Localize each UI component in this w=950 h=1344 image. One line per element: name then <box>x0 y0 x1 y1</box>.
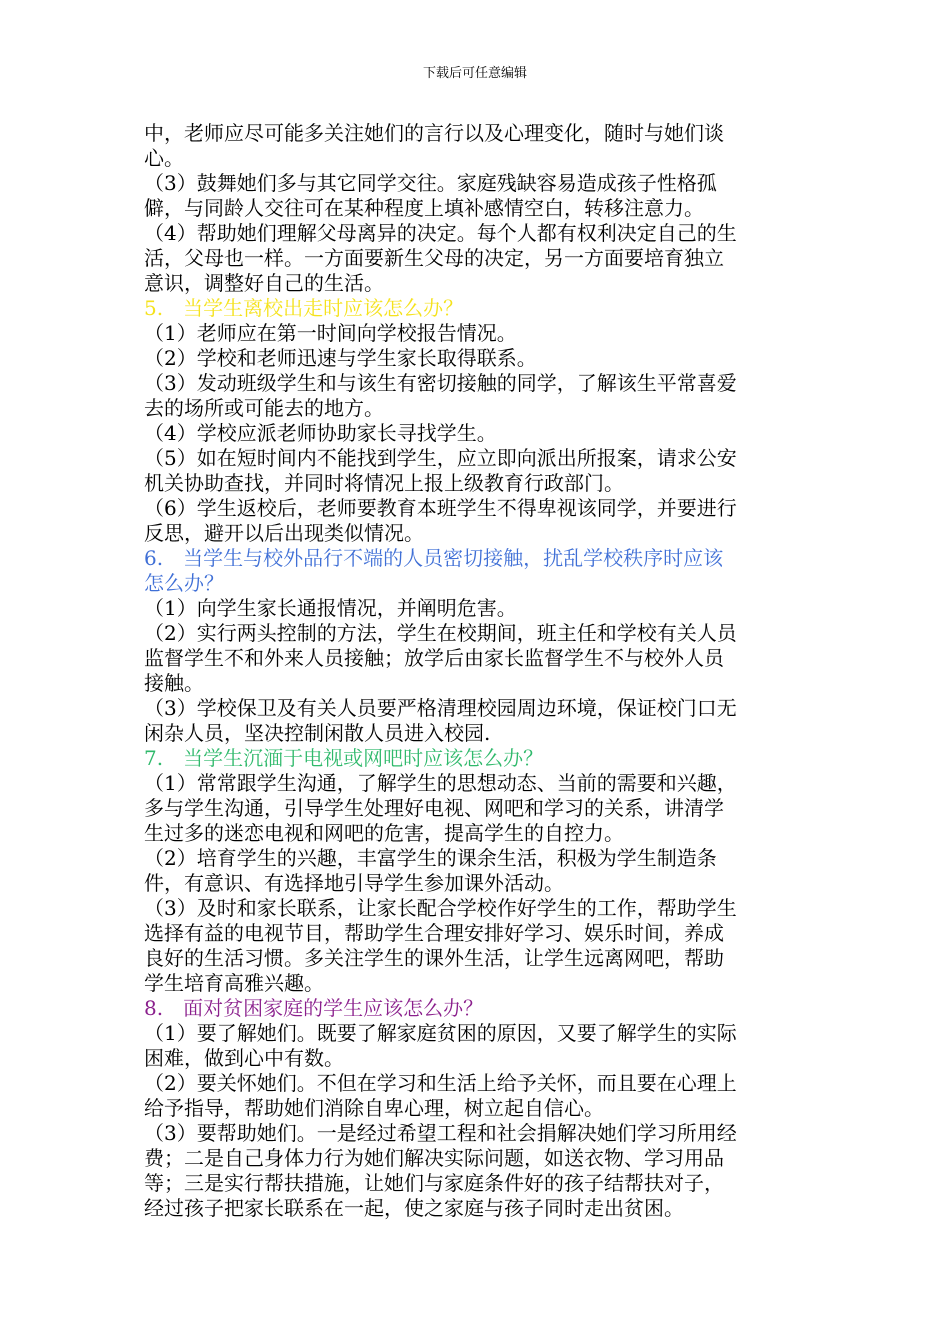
body-line: 僻，与同龄人交往可在某种程度上填补感情空白，转移注意力。 <box>144 196 704 220</box>
body-line: （2）实行两头控制的方法，学生在校期间，班主任和学校有关人员 <box>144 621 737 645</box>
body-line: （1）向学生家长通报情况，并阐明危害。 <box>144 596 517 620</box>
body-line: 良好的生活习惯。多关注学生的课外生活，让学生远离网吧，帮助 <box>144 946 724 970</box>
body-line: （1）常常跟学生沟通，了解学生的思想动态、当前的需要和兴趣， <box>144 771 737 795</box>
body-line: 闲杂人员，坚决控制闲散人员进入校园. <box>144 721 491 745</box>
section-heading-5: 5. 当学生离校出走时应该怎么办？ <box>144 296 464 320</box>
body-line: 多与学生沟通，引导学生处理好电视、网吧和学习的关系，讲清学 <box>144 796 724 820</box>
body-line: 机关协助查找，并同时将情况上报上级教育行政部门。 <box>144 471 624 495</box>
body-line: 困难，做到心中有数。 <box>144 1046 344 1070</box>
body-line: 反思，避开以后出现类似情况。 <box>144 521 424 545</box>
body-line: （5）如在短时间内不能找到学生，应立即向派出所报案，请求公安 <box>144 446 737 470</box>
section-heading-7: 7. 当学生沉湎于电视或网吧时应该怎么办？ <box>144 746 544 770</box>
body-line: 活，父母也一样。一方面要新生父母的决定，另一方面要培育独立 <box>144 246 724 270</box>
body-line: （3）及时和家长联系，让家长配合学校作好学生的工作，帮助学生 <box>144 896 737 920</box>
body-line: （4）学校应派老师协助家长寻找学生。 <box>144 421 497 445</box>
body-line: 件，有意识、有选择地引导学生参加课外活动。 <box>144 871 564 895</box>
body-line: （3）学校保卫及有关人员要严格清理校园周边环境，保证校门口无 <box>144 696 737 720</box>
body-line: 监督学生不和外来人员接触；放学后由家长监督学生不与校外人员 <box>144 646 724 670</box>
body-line: （3）要帮助她们。一是经过希望工程和社会捐解决她们学习所用经 <box>144 1121 737 1145</box>
body-line: 生过多的迷恋电视和网吧的危害，提高学生的自控力。 <box>144 821 624 845</box>
body-line: 学生培育高雅兴趣。 <box>144 971 324 995</box>
body-line: （2）学校和老师迅速与学生家长取得联系。 <box>144 346 537 370</box>
body-line: （3）发动班级学生和与该生有密切接触的同学，了解该生平常喜爱 <box>144 371 737 395</box>
body-line: （6）学生返校后，老师要教育本班学生不得卑视该同学，并要进行 <box>144 496 737 520</box>
page-header: 下载后可任意编辑 <box>422 66 527 81</box>
section-heading-8: 8. 面对贫困家庭的学生应该怎么办？ <box>144 996 484 1020</box>
body-line: 选择有益的电视节目，帮助学生合理安排好学习、娱乐时间，养成 <box>144 921 724 945</box>
body-line: 心。 <box>144 146 184 170</box>
body-line: （2）要关怀她们。不但在学习和生活上给予关怀，而且要在心理上 <box>144 1071 737 1095</box>
body-line: 中，老师应尽可能多关注她们的言行以及心理变化，随时与她们谈 <box>144 121 724 145</box>
body-line: 经过孩子把家长联系在一起，使之家庭与孩子同时走出贫困。 <box>144 1196 684 1220</box>
body-line: （3）鼓舞她们多与其它同学交往。家庭残缺容易造成孩子性格孤 <box>144 171 717 195</box>
document-body <box>144 121 812 1221</box>
section-heading-6: 6. 当学生与校外品行不端的人员密切接触，扰乱学校秩序时应该 <box>144 546 724 570</box>
section-heading-6-cont: 怎么办？ <box>144 571 224 595</box>
body-line: 等；三是实行帮扶措施，让她们与家庭条件好的孩子结帮扶对子， <box>144 1171 724 1195</box>
body-line: 接触。 <box>144 671 204 695</box>
body-line: （2）培育学生的兴趣，丰富学生的课余生活，积极为学生制造条 <box>144 846 717 870</box>
body-line: 费；二是自己身体力行为她们解决实际问题，如送衣物、学习用品 <box>144 1146 724 1170</box>
body-line: 给予指导，帮助她们消除自卑心理，树立起自信心。 <box>144 1096 604 1120</box>
body-line: （1）老师应在第一时间向学校报告情况。 <box>144 321 517 345</box>
body-line: （1）要了解她们。既要了解家庭贫困的原因，又要了解学生的实际 <box>144 1021 737 1045</box>
body-line: 意识，调整好自己的生活。 <box>144 271 384 295</box>
body-line: （4）帮助她们理解父母离异的决定。每个人都有权利决定自己的生 <box>144 221 737 245</box>
body-line: 去的场所或可能去的地方。 <box>144 396 384 420</box>
